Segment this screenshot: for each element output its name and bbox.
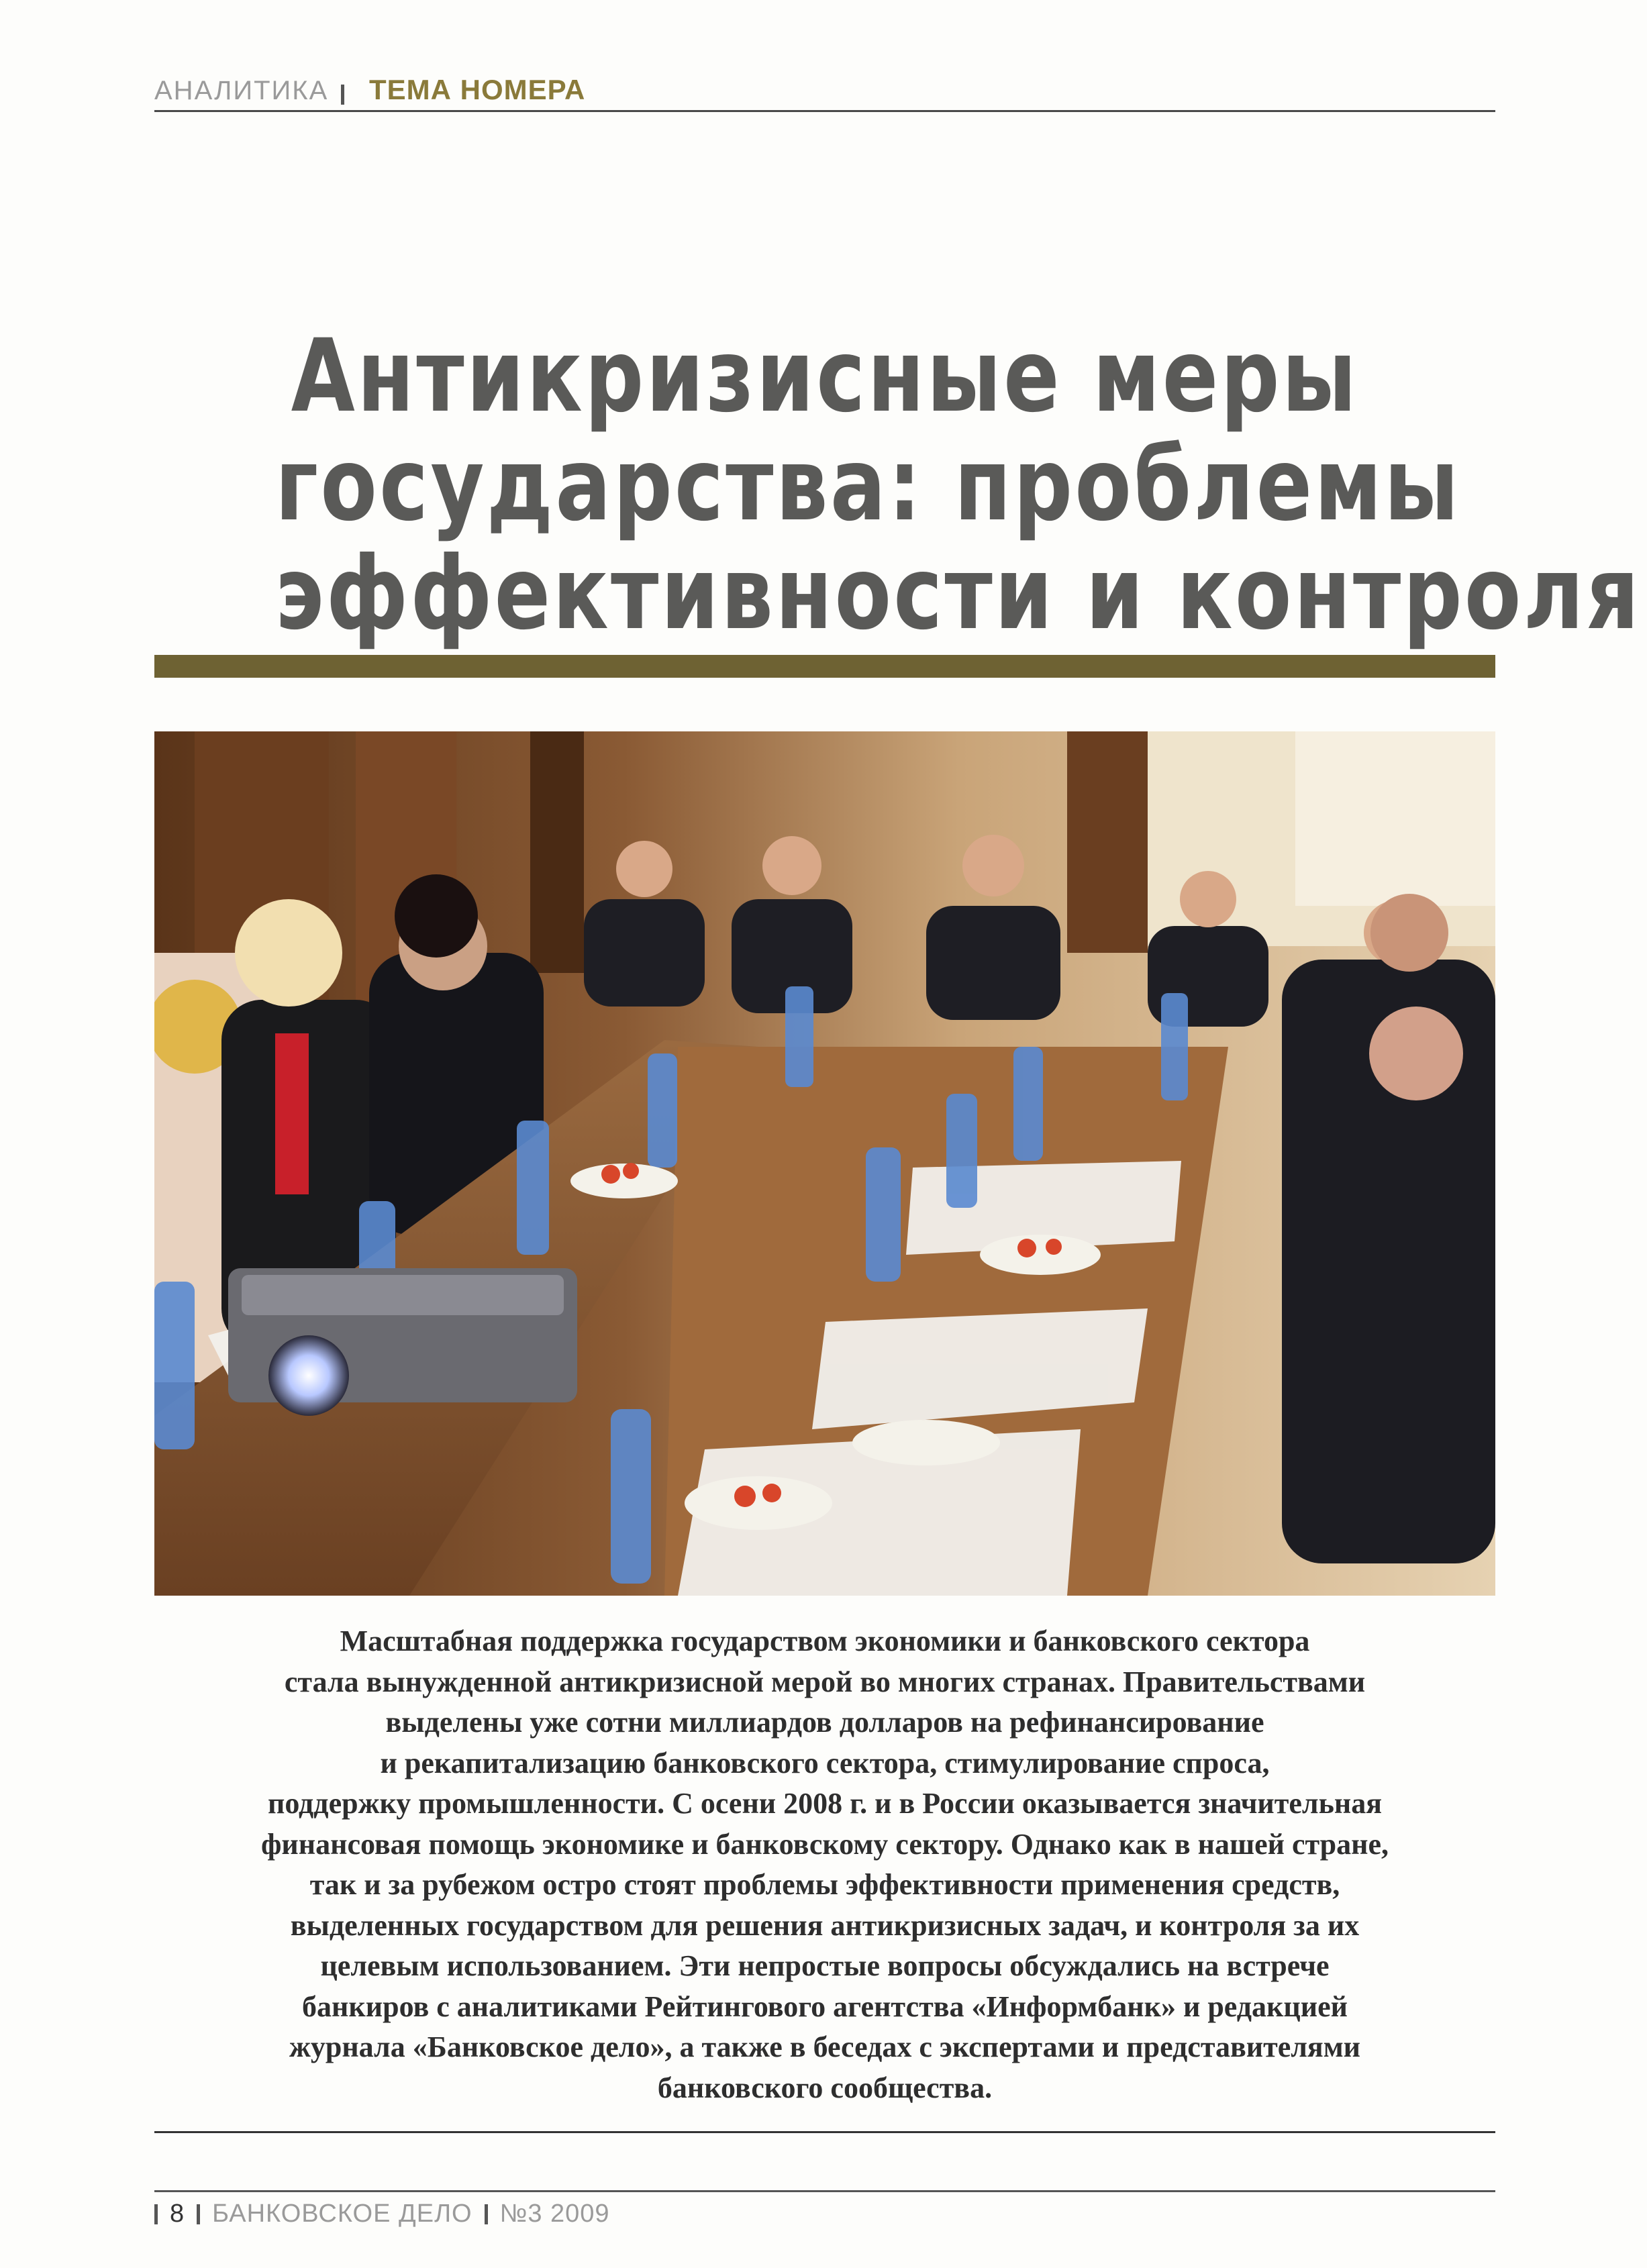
lead-line: банкиров с аналитиками Рейтингового агентства «Информбанк» и редакцией [302, 1990, 1348, 2023]
page-number: 8 [170, 2200, 185, 2228]
lead-line: выделенных государством для решения антикризисных задач, и контроля за их [290, 1908, 1360, 1942]
issue-number: №3 2009 [499, 2200, 610, 2228]
title-line: Антикризисные меры [291, 318, 1359, 435]
lead-line: и рекапитализацию банковского сектора, стимулирование спроса, [380, 1746, 1270, 1780]
topic-label: ТЕМА НОМЕРА [369, 74, 586, 105]
lead-line: выделены уже сотни миллиардов долларов на рефинансирование [385, 1706, 1264, 1739]
lead-line: Масштабная поддержка государством экономики и банковского сектора [340, 1625, 1310, 1657]
lead-line: банковского сообщества. [657, 2071, 993, 2104]
article-lead [154, 1621, 1495, 2108]
page-header [154, 72, 1495, 112]
section-label: АНАЛИТИКА [154, 76, 329, 105]
meeting-photo [154, 731, 1495, 1596]
article-title [274, 318, 1642, 652]
page-footer [154, 2190, 1495, 2230]
lead-line: так и за рубежом остро стоят проблемы эффективности применения средств, [309, 1868, 1340, 1901]
title-rule [154, 655, 1495, 678]
lead-line: поддержку промышленности. С осени 2008 г. и в России оказывается значительная [267, 1787, 1383, 1820]
magazine-name: БАНКОВСКОЕ ДЕЛО [212, 2200, 472, 2228]
meeting-illustration [154, 731, 1495, 1596]
footer-separator [197, 2204, 200, 2224]
footer-items [154, 2200, 610, 2228]
lead-rule [154, 2131, 1495, 2133]
title-line: эффективности и контроля [274, 535, 1642, 652]
lead-line: финансовая помощь экономике и банковскому сектору. Однако как в нашей стране, [260, 1827, 1389, 1861]
footer-separator [154, 2204, 158, 2224]
lead-line: журнала «Банковское дело», а также в беседах с экспертами и представителями [289, 2030, 1361, 2063]
title-line: государства: проблемы [274, 427, 1461, 544]
header-separator [341, 85, 344, 105]
lead-line: стала вынужденной антикризисной мерой во многих странах. Правительствами [284, 1665, 1366, 1698]
lead-line: целевым использованием. Эти непростые вопросы обсуждались на встрече [320, 1949, 1330, 1982]
footer-rule [154, 2190, 1495, 2192]
footer-separator [485, 2204, 488, 2224]
